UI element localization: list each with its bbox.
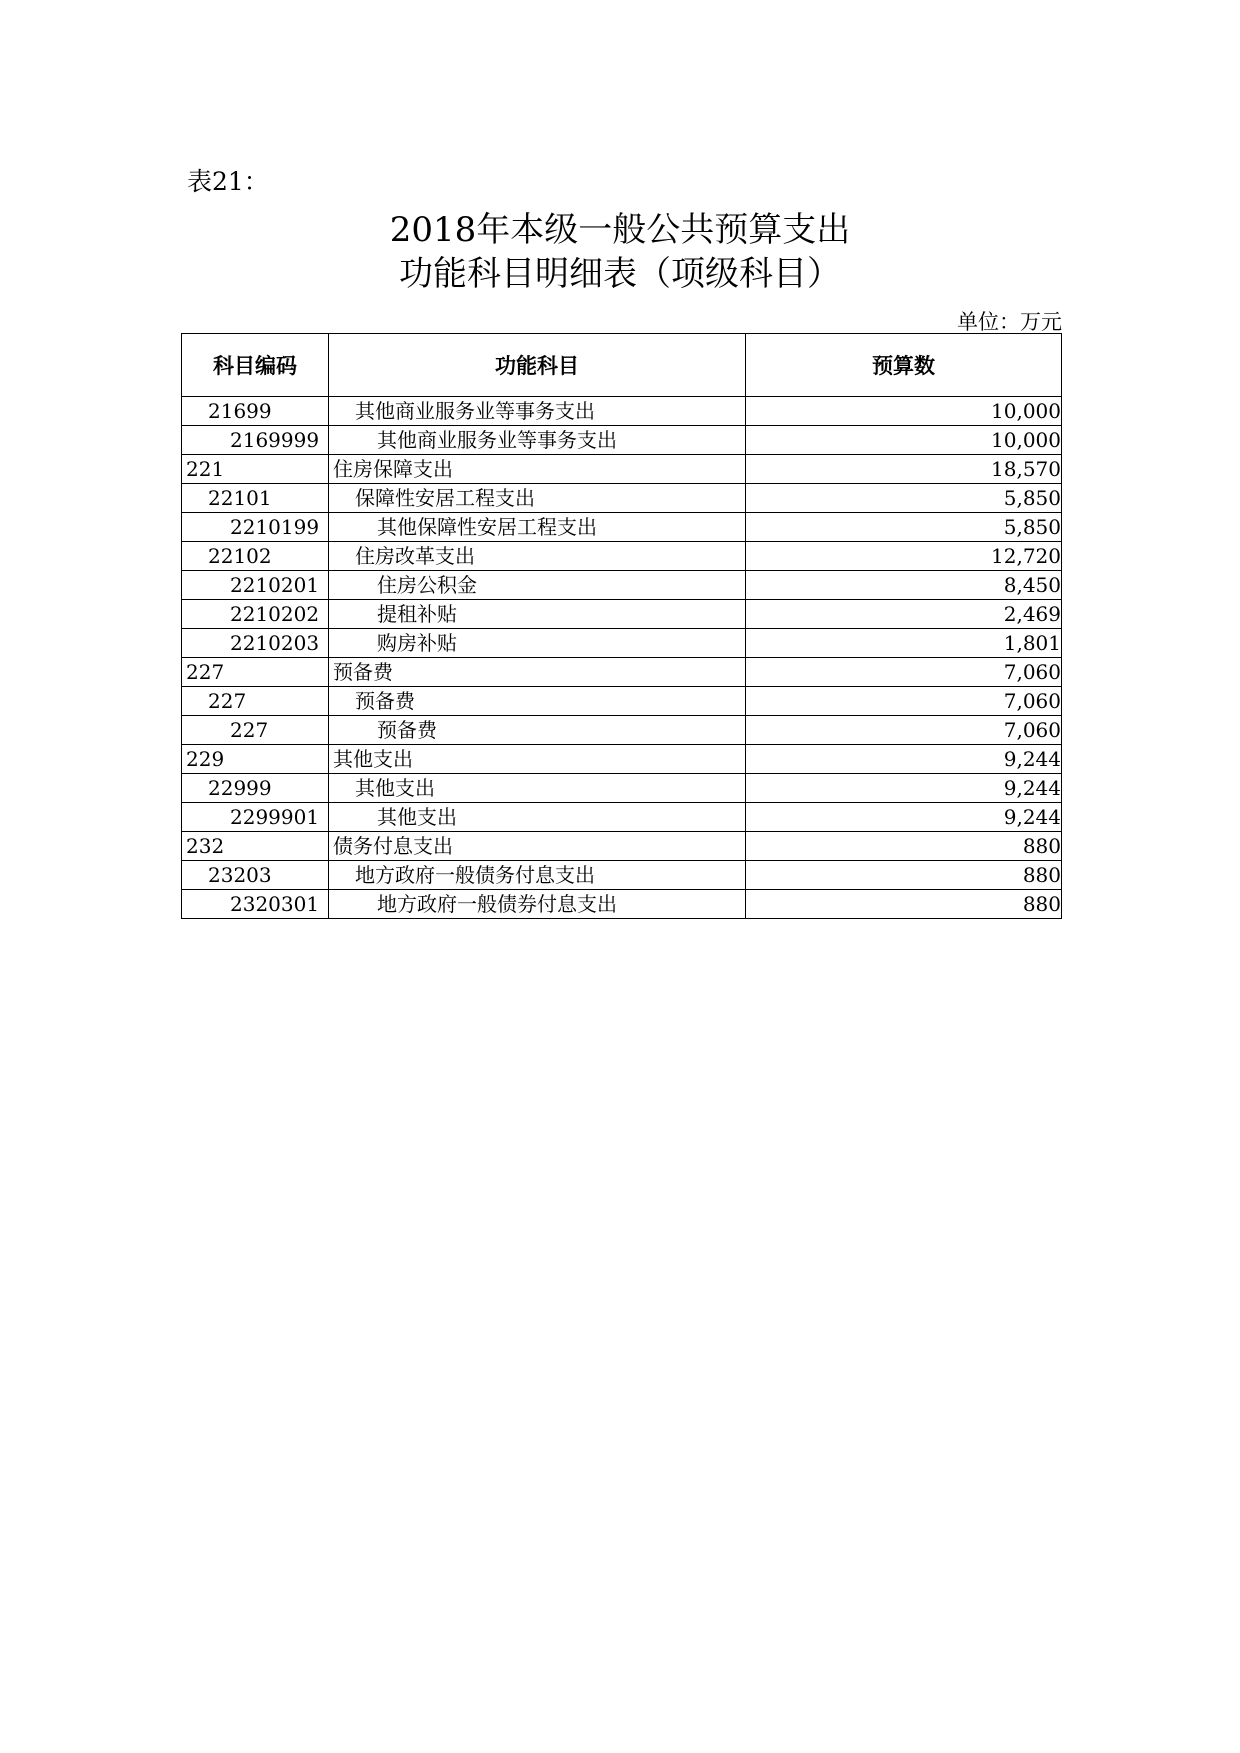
table-row: [182, 861, 1062, 890]
cell-amount: 5,850: [746, 513, 1062, 542]
cell-amount: 880: [746, 832, 1062, 861]
header-name: 功能科目: [329, 334, 746, 397]
cell-code: 22101: [182, 484, 329, 513]
cell-name: 预备费: [329, 687, 746, 716]
cell-name: 其他商业服务业等事务支出: [329, 397, 746, 426]
cell-amount: 2,469: [746, 600, 1062, 629]
cell-code: 2169999: [182, 426, 329, 455]
cell-code: 232: [182, 832, 329, 861]
cell-amount: 9,244: [746, 745, 1062, 774]
cell-name: 其他保障性安居工程支出: [329, 513, 746, 542]
cell-amount: 880: [746, 861, 1062, 890]
table-row: [182, 426, 1062, 455]
table-row: [182, 890, 1062, 919]
cell-name: 提租补贴: [329, 600, 746, 629]
table-row: [182, 484, 1062, 513]
cell-name: 其他商业服务业等事务支出: [329, 426, 746, 455]
cell-code: 2210202: [182, 600, 329, 629]
table-row: [182, 745, 1062, 774]
cell-amount: 7,060: [746, 716, 1062, 745]
cell-name: 住房公积金: [329, 571, 746, 600]
unit-label: 单位：万元: [957, 310, 1062, 334]
table-row: [182, 629, 1062, 658]
cell-amount: 10,000: [746, 426, 1062, 455]
cell-code: 2210199: [182, 513, 329, 542]
table-row: [182, 513, 1062, 542]
budget-table: [181, 333, 1062, 919]
cell-code: 23203: [182, 861, 329, 890]
table-body: [182, 397, 1062, 919]
cell-code: 227: [182, 716, 329, 745]
header-amount: 预算数: [746, 334, 1062, 397]
header-row: [182, 334, 1062, 397]
table-row: [182, 455, 1062, 484]
cell-amount: 7,060: [746, 658, 1062, 687]
cell-amount: 1,801: [746, 629, 1062, 658]
table-row: [182, 542, 1062, 571]
table-row: [182, 397, 1062, 426]
cell-name: 其他支出: [329, 774, 746, 803]
cell-amount: 5,850: [746, 484, 1062, 513]
cell-code: 2299901: [182, 803, 329, 832]
cell-code: 2210201: [182, 571, 329, 600]
table-row: [182, 803, 1062, 832]
cell-amount: 9,244: [746, 803, 1062, 832]
cell-name: 住房保障支出: [329, 455, 746, 484]
cell-amount: 880: [746, 890, 1062, 919]
cell-code: 2210203: [182, 629, 329, 658]
cell-code: 221: [182, 455, 329, 484]
table-row: [182, 658, 1062, 687]
table-header: [182, 334, 1062, 397]
table-row: [182, 716, 1062, 745]
cell-amount: 9,244: [746, 774, 1062, 803]
cell-name: 住房改革支出: [329, 542, 746, 571]
table-number-label: 表21：: [187, 167, 269, 196]
table-row: [182, 687, 1062, 716]
cell-amount: 10,000: [746, 397, 1062, 426]
cell-name: 预备费: [329, 658, 746, 687]
cell-name: 其他支出: [329, 745, 746, 774]
cell-amount: 12,720: [746, 542, 1062, 571]
title-line-2: 功能科目明细表（项级科目）: [399, 254, 841, 294]
cell-name: 保障性安居工程支出: [329, 484, 746, 513]
cell-code: 2320301: [182, 890, 329, 919]
cell-name: 购房补贴: [329, 629, 746, 658]
cell-code: 21699: [182, 397, 329, 426]
cell-name: 地方政府一般债务付息支出: [329, 861, 746, 890]
cell-name: 地方政府一般债券付息支出: [329, 890, 746, 919]
cell-code: 229: [182, 745, 329, 774]
cell-name: 债务付息支出: [329, 832, 746, 861]
cell-code: 227: [182, 658, 329, 687]
cell-name: 其他支出: [329, 803, 746, 832]
table-row: [182, 571, 1062, 600]
table-row: [182, 832, 1062, 861]
table-row: [182, 774, 1062, 803]
cell-amount: 8,450: [746, 571, 1062, 600]
cell-code: 22999: [182, 774, 329, 803]
header-code: 科目编码: [182, 334, 329, 397]
table-row: [182, 600, 1062, 629]
cell-amount: 18,570: [746, 455, 1062, 484]
title-line-1: 2018年本级一般公共预算支出: [389, 210, 851, 250]
cell-name: 预备费: [329, 716, 746, 745]
cell-code: 227: [182, 687, 329, 716]
cell-amount: 7,060: [746, 687, 1062, 716]
cell-code: 22102: [182, 542, 329, 571]
